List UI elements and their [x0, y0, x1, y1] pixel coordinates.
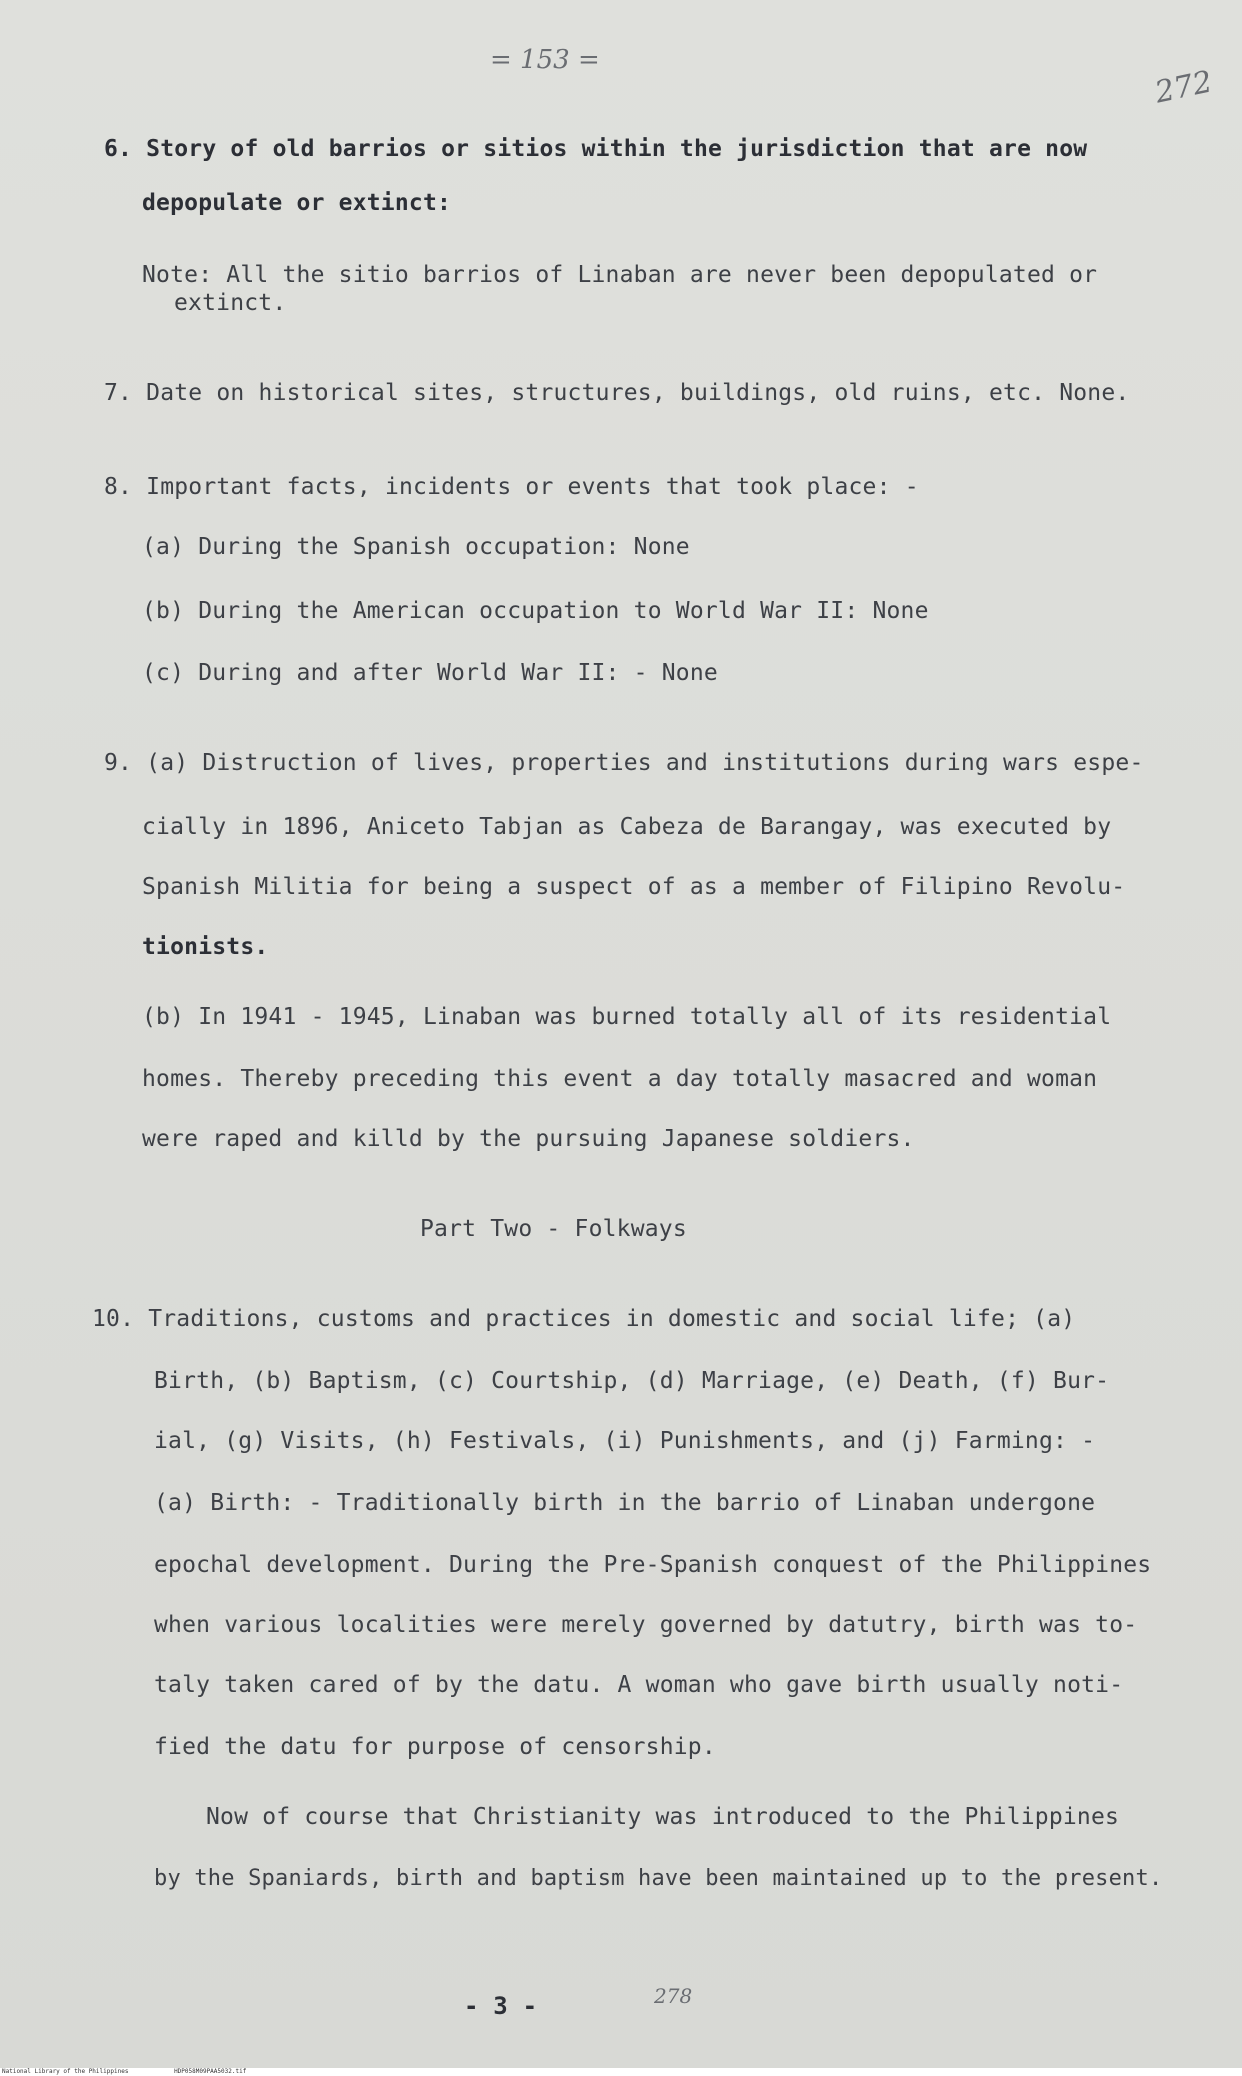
- item9-a-line4: tionists.: [142, 934, 269, 960]
- scan-footer-strip: [0, 2068, 1242, 2076]
- item10-line2: Birth, (b) Baptism, (c) Courtship, (d) Marriage, (e) Death, (f) Bur-: [154, 1368, 1110, 1394]
- item10-line7: taly taken cared of by the datu. A woman who gave birth usually noti-: [154, 1672, 1124, 1698]
- part-two-heading: Part Two - Folkways: [420, 1216, 687, 1242]
- item9-a-line1: 9. (a) Distruction of lives, properties and institutions during wars espe-: [104, 750, 1144, 776]
- scan-filename: HDP058M09PAA5032.tif: [174, 2068, 247, 2075]
- handwritten-page-number: 272: [1151, 64, 1216, 111]
- item10-line8: fied the datu for purpose of censorship.: [154, 1734, 716, 1760]
- item10-line5: epochal development. During the Pre-Spanish conquest of the Philippines: [154, 1552, 1152, 1578]
- item6-note-line1: Note: All the sitio barrios of Linaban are never been depopulated or: [142, 262, 1098, 288]
- item8-b: (b) During the American occupation to World War II: None: [142, 598, 929, 624]
- item8-line: 8. Important facts, incidents or events that took place: -: [104, 474, 919, 500]
- page-number-bottom: - 3 -: [464, 1992, 538, 2020]
- item10-line6: when various localities were merely governed by datutry, birth was to-: [154, 1612, 1138, 1638]
- handwritten-bottom-number: 278: [654, 1984, 693, 2008]
- item6-note-line2: extinct.: [174, 290, 287, 316]
- item10-line3: ial, (g) Visits, (h) Festivals, (i) Punishments, and (j) Farming: -: [154, 1428, 1096, 1454]
- item10-line9: Now of course that Christianity was introduced to the Philippines: [206, 1804, 1120, 1830]
- item10-line10: by the Spaniards, birth and baptism have been maintained up to the present.: [154, 1866, 1163, 1891]
- item8-c: (c) During and after World War II: - None: [142, 660, 718, 686]
- item6-line1: 6. Story of old barrios or sitios within the jurisdiction that are now: [104, 136, 1088, 162]
- item10-line4: (a) Birth: - Traditionally birth in the barrio of Linaban undergone: [154, 1490, 1096, 1516]
- item9-b-line1: (b) In 1941 - 1945, Linaban was burned totally all of its residential: [142, 1004, 1112, 1030]
- item9-b-line3: were raped and killd by the pursuing Japanese soldiers.: [142, 1126, 915, 1152]
- item9-a-line2: cially in 1896, Aniceto Tabjan as Cabeza de Barangay, was executed by: [142, 814, 1112, 840]
- item7-line: 7. Date on historical sites, structures, buildings, old ruins, etc. None.: [104, 380, 1130, 406]
- item10-line1: 10. Traditions, customs and practices in domestic and social life; (a): [92, 1306, 1076, 1332]
- item6-line2: depopulate or extinct:: [142, 190, 452, 216]
- page-number-top: = 153 =: [490, 45, 600, 75]
- item9-b-line2: homes. Thereby preceding this event a day totally masacred and woman: [142, 1066, 1098, 1092]
- scan-source-label: National Library of the Philippines: [2, 2068, 129, 2075]
- item9-a-line3: Spanish Militia for being a suspect of as a member of Filipino Revolu-: [142, 874, 1126, 900]
- item8-a: (a) During the Spanish occupation: None: [142, 534, 690, 560]
